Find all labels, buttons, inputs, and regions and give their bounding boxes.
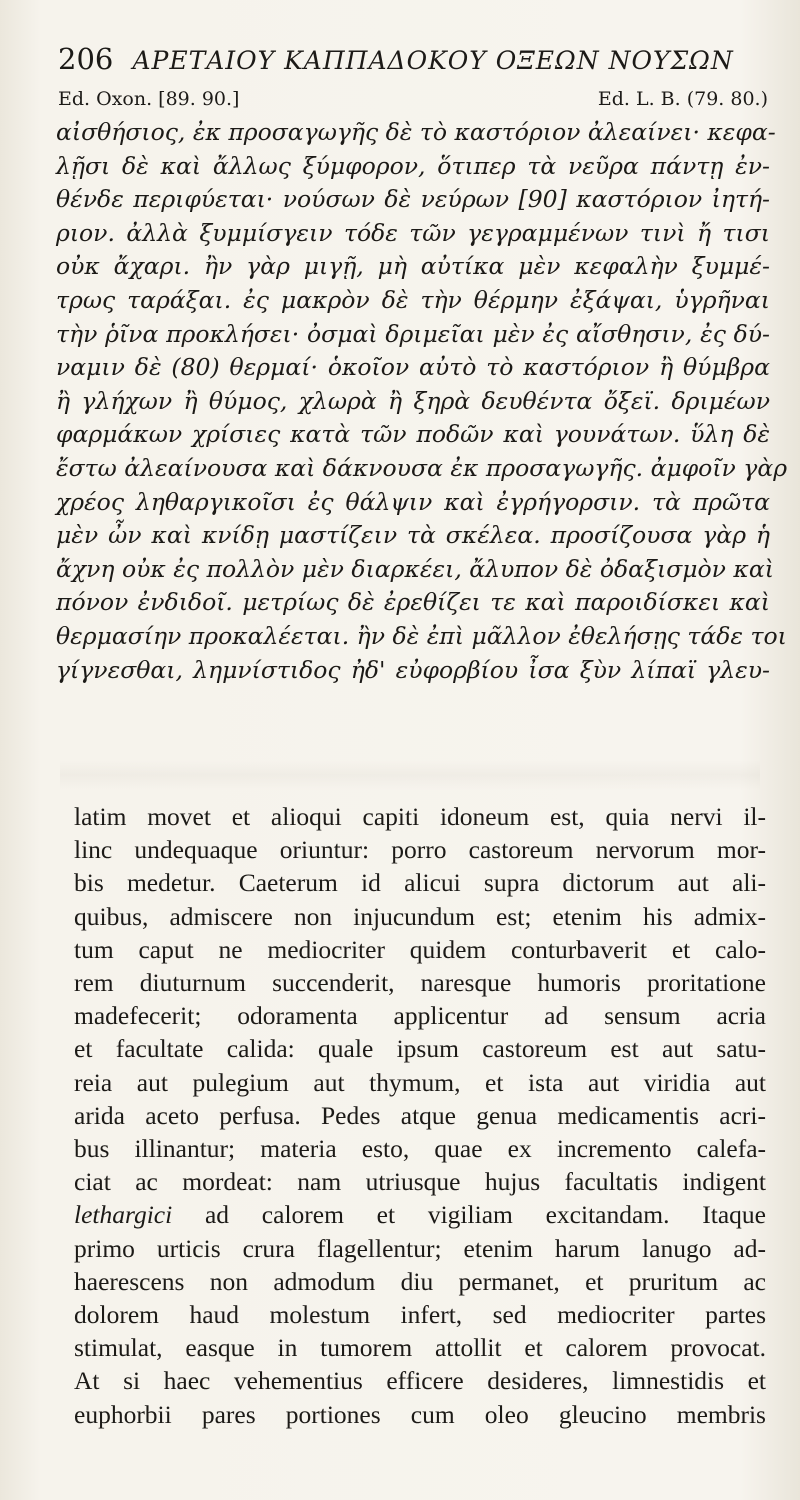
greek-text-block bbox=[56, 116, 788, 687]
edition-reference-left: Ed. Oxon. [89. 90.] bbox=[58, 88, 240, 110]
latin-line: linc undequaque oriuntur: porro castoreum nervorum mor- bbox=[74, 835, 766, 865]
latin-line: arida aceto perfusa. Pedes atque genua medicamentis acri- bbox=[74, 1100, 766, 1130]
greek-line: οὐκ ἄχαρι. ἢν γὰρ μιγῇ, μὴ αὐτίκα μὲν κεφαλὴν ξυμμέ- bbox=[56, 252, 770, 281]
show-through-band bbox=[60, 760, 760, 790]
latin-line: ciat ac mordeat: nam utriusque hujus facultatis indigent bbox=[74, 1167, 766, 1197]
greek-line: χρέος ληθαργικοῖσι ἐς θάλψιν καὶ ἐγρήγορσιν. τὰ πρῶτα bbox=[56, 487, 770, 516]
latin-line: madefecerit; odoramenta applicentur ad sensum acria bbox=[74, 1001, 766, 1031]
page-number: 206 bbox=[58, 42, 114, 76]
running-title: ΑΡΕΤΑΙΟΥ ΚΑΠΠΑΔΟΚΟΥ ΟΞΕΩΝ ΝΟΥΣΩΝ bbox=[132, 46, 734, 75]
edition-references bbox=[58, 88, 768, 110]
greek-line: λῇσι δὲ καὶ ἄλλως ξύμφορον, ὅτιπερ τὰ νεῦρα πάντῃ ἐν- bbox=[56, 151, 770, 180]
latin-line: latim movet et alioqui capiti idoneum est, quia nervi il- bbox=[74, 802, 766, 831]
edition-reference-right: Ed. L. B. (79. 80.) bbox=[597, 88, 768, 110]
latin-line: tum caput ne mediocriter quidem conturbaverit et calo- bbox=[74, 934, 766, 964]
greek-line: ἔστω ἀλεαίνουσα καὶ δάκνουσα ἐκ προσαγωγῆς. ἀμφοῖν γὰρ bbox=[56, 453, 788, 482]
latin-line: bus illinantur; materia esto, quae ex incremento calefa- bbox=[74, 1134, 766, 1164]
greek-line: γίγνεσθαι, λημνίστιδος ἠδ' εὐφορβίου ἶσα ξὺν λίπαϊ γλευ- bbox=[56, 655, 770, 684]
latin-line: reia aut pulegium aut thymum, et ista aut viridia aut bbox=[74, 1067, 766, 1097]
latin-line: stimulat, easque in tumorem attollit et calorem provocat. bbox=[74, 1333, 766, 1363]
greek-line: θένδε περιφύεται· νούσων δὲ νεύρων [90] καστόριον ἰητή- bbox=[56, 185, 770, 214]
latin-line: dolorem haud molestum infert, sed mediocriter partes bbox=[74, 1300, 766, 1330]
latin-line: rem diuturnum succenderit, naresque humoris proritatione bbox=[74, 968, 766, 998]
greek-line: ναμιν δὲ (80) θερμαί· ὁκοῖον αὐτὸ τὸ καστόριον ἢ θύμβρα bbox=[56, 353, 770, 382]
latin-translation-block bbox=[74, 800, 766, 1431]
greek-line: ἄχνη οὐκ ἐς πολλὸν μὲν διαρκέει, ἄλυπον δὲ ὀδαξισμὸν καὶ bbox=[56, 554, 774, 583]
greek-line: ἢ γλήχων ἢ θύμος, χλωρὰ ἢ ξηρὰ δευθέντα ὄξεϊ. δριμέων bbox=[56, 386, 770, 415]
greek-line: θερμασίην προκαλέεται. ἢν δὲ ἐπὶ μᾶλλον ἐθελήσῃς τάδε τοι bbox=[56, 621, 787, 650]
greek-line: τρως ταράξαι. ἐς μακρὸν δὲ τὴν θέρμην ἐξάψαι, ὑγρῆναι bbox=[56, 285, 770, 314]
greek-line: πόνον ἐνδιδοῖ. μετρίως δὲ ἐρεθίζει τε καὶ παροιδίσκει καὶ bbox=[56, 588, 770, 617]
latin-line: et facultate calida: quale ipsum castoreum est aut satu- bbox=[74, 1034, 766, 1064]
latin-line: primo urticis crura flagellentur; etenim harum lanugo ad- bbox=[74, 1233, 766, 1263]
greek-line: μὲν ὦν καὶ κνίδῃ μαστίζειν τὰ σκέλεα. προσίζουσα γὰρ ἡ bbox=[56, 521, 770, 550]
running-header bbox=[58, 42, 758, 76]
greek-line: αἰσθήσιος, ἐκ προσαγωγῆς δὲ τὸ καστόριον ἀλεαίνει· κεφα- bbox=[56, 118, 776, 146]
latin-line: haerescens non admodum diu permanet, et pruritum ac bbox=[74, 1266, 766, 1296]
greek-line: τὴν ῥῖνα προκλήσει· ὀσμαὶ δριμεῖαι μὲν ἐς αἴσθησιν, ἐς δύ- bbox=[56, 319, 770, 348]
latin-line: bis medetur. Caeterum id alicui supra dictorum aut ali- bbox=[74, 868, 766, 898]
latin-line: euphorbii pares portiones cum oleo gleucino membris bbox=[74, 1399, 766, 1429]
latin-line: quibus, admiscere non injucundum est; etenim his admix- bbox=[74, 901, 766, 931]
latin-line: lethargici ad calorem et vigiliam excitandam. Itaque bbox=[74, 1200, 766, 1230]
latin-line: At si haec vehementius efficere desideres, limnestidis et bbox=[74, 1366, 766, 1396]
greek-line: φαρμάκων χρίσιες κατὰ τῶν ποδῶν καὶ γουνάτων. ὕλη δὲ bbox=[56, 420, 770, 449]
italic-term: lethargici bbox=[74, 1200, 173, 1230]
greek-line: ριον. ἀλλὰ ξυμμίσγειν τόδε τῶν γεγραμμένων τινὶ ἤ τισι bbox=[56, 218, 770, 247]
